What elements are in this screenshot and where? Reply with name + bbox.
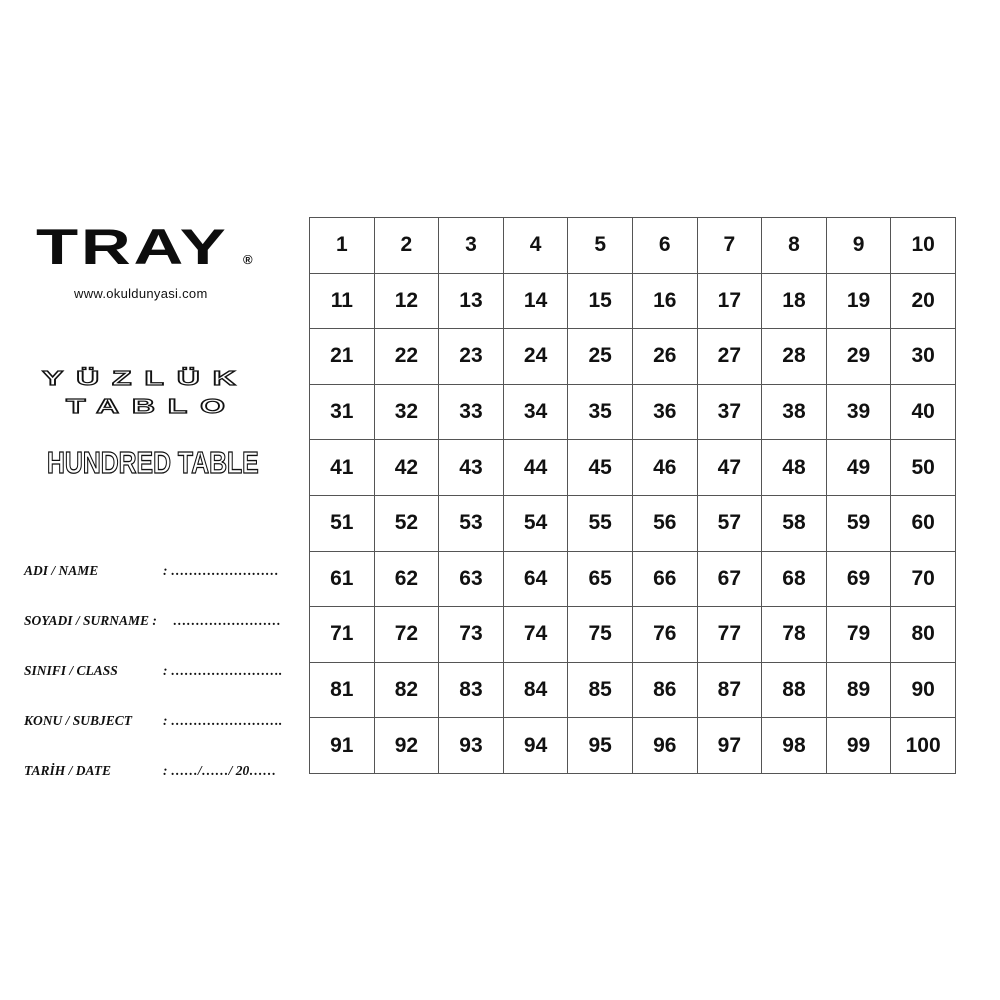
number-cell: 36 bbox=[632, 384, 697, 440]
field-label: SOYADI / SURNAME : bbox=[24, 613, 157, 628]
number-cell: 51 bbox=[310, 495, 375, 551]
registered-mark: ® bbox=[243, 252, 253, 267]
number-cell: 89 bbox=[826, 662, 891, 718]
number-cell: 10 bbox=[891, 218, 956, 274]
table-row bbox=[310, 329, 956, 385]
number-cell: 55 bbox=[568, 495, 633, 551]
number-cell: 48 bbox=[762, 440, 827, 496]
number-cell: 68 bbox=[762, 551, 827, 607]
table-row bbox=[310, 718, 956, 774]
number-cell: 14 bbox=[503, 273, 568, 329]
title-turkish-line2: TABLO bbox=[66, 396, 238, 418]
table-row bbox=[310, 607, 956, 663]
number-cell: 66 bbox=[632, 551, 697, 607]
number-cell: 81 bbox=[310, 662, 375, 718]
table-row bbox=[310, 273, 956, 329]
table-row bbox=[310, 218, 956, 274]
number-cell: 78 bbox=[762, 607, 827, 663]
number-cell: 86 bbox=[632, 662, 697, 718]
field-name bbox=[24, 563, 279, 579]
number-cell: 94 bbox=[503, 718, 568, 774]
number-cell: 32 bbox=[374, 384, 439, 440]
number-cell: 37 bbox=[697, 384, 762, 440]
hundred-table bbox=[309, 217, 956, 774]
number-cell: 65 bbox=[568, 551, 633, 607]
number-cell: 62 bbox=[374, 551, 439, 607]
number-cell: 22 bbox=[374, 329, 439, 385]
number-cell: 54 bbox=[503, 495, 568, 551]
number-cell: 52 bbox=[374, 495, 439, 551]
number-cell: 43 bbox=[439, 440, 504, 496]
number-cell: 91 bbox=[310, 718, 375, 774]
number-cell: 31 bbox=[310, 384, 375, 440]
number-cell: 93 bbox=[439, 718, 504, 774]
field-blank[interactable]: : …………………… bbox=[163, 563, 279, 578]
number-cell: 16 bbox=[632, 273, 697, 329]
number-cell: 58 bbox=[762, 495, 827, 551]
number-cell: 28 bbox=[762, 329, 827, 385]
number-cell: 96 bbox=[632, 718, 697, 774]
number-cell: 100 bbox=[891, 718, 956, 774]
number-cell: 46 bbox=[632, 440, 697, 496]
number-cell: 17 bbox=[697, 273, 762, 329]
number-cell: 90 bbox=[891, 662, 956, 718]
number-cell: 15 bbox=[568, 273, 633, 329]
number-cell: 42 bbox=[374, 440, 439, 496]
brand-logo: TRAY bbox=[36, 219, 229, 275]
field-blank[interactable]: …………………… bbox=[173, 613, 281, 628]
field-surname bbox=[24, 613, 281, 629]
number-cell: 56 bbox=[632, 495, 697, 551]
number-cell: 6 bbox=[632, 218, 697, 274]
number-cell: 19 bbox=[826, 273, 891, 329]
number-cell: 67 bbox=[697, 551, 762, 607]
number-cell: 57 bbox=[697, 495, 762, 551]
website-link: www.okuldunyasi.com bbox=[74, 286, 208, 301]
field-class bbox=[24, 663, 283, 679]
field-blank[interactable]: : ……………………. bbox=[163, 663, 283, 678]
number-cell: 70 bbox=[891, 551, 956, 607]
field-blank[interactable]: : ……/……/ 20…… bbox=[163, 763, 277, 778]
number-cell: 39 bbox=[826, 384, 891, 440]
number-cell: 12 bbox=[374, 273, 439, 329]
field-subject bbox=[24, 713, 283, 729]
number-cell: 13 bbox=[439, 273, 504, 329]
number-cell: 24 bbox=[503, 329, 568, 385]
number-cell: 69 bbox=[826, 551, 891, 607]
number-cell: 44 bbox=[503, 440, 568, 496]
number-cell: 74 bbox=[503, 607, 568, 663]
number-cell: 21 bbox=[310, 329, 375, 385]
number-cell: 97 bbox=[697, 718, 762, 774]
number-cell: 53 bbox=[439, 495, 504, 551]
number-cell: 9 bbox=[826, 218, 891, 274]
number-cell: 5 bbox=[568, 218, 633, 274]
number-cell: 99 bbox=[826, 718, 891, 774]
number-cell: 7 bbox=[697, 218, 762, 274]
field-blank[interactable]: : ……………………. bbox=[163, 713, 283, 728]
number-cell: 23 bbox=[439, 329, 504, 385]
number-cell: 95 bbox=[568, 718, 633, 774]
title-turkish-line1: YÜZLÜK bbox=[42, 368, 249, 390]
number-cell: 27 bbox=[697, 329, 762, 385]
number-cell: 25 bbox=[568, 329, 633, 385]
number-cell: 20 bbox=[891, 273, 956, 329]
number-cell: 87 bbox=[697, 662, 762, 718]
number-cell: 4 bbox=[503, 218, 568, 274]
number-cell: 88 bbox=[762, 662, 827, 718]
number-cell: 11 bbox=[310, 273, 375, 329]
number-cell: 76 bbox=[632, 607, 697, 663]
title-english: HUNDRED TABLE bbox=[47, 445, 259, 480]
field-label: SINIFI / CLASS bbox=[24, 663, 118, 678]
number-cell: 64 bbox=[503, 551, 568, 607]
number-cell: 41 bbox=[310, 440, 375, 496]
number-cell: 18 bbox=[762, 273, 827, 329]
number-cell: 8 bbox=[762, 218, 827, 274]
field-label: KONU / SUBJECT bbox=[24, 713, 133, 728]
number-cell: 2 bbox=[374, 218, 439, 274]
number-cell: 63 bbox=[439, 551, 504, 607]
number-cell: 3 bbox=[439, 218, 504, 274]
number-cell: 38 bbox=[762, 384, 827, 440]
field-label: ADI / NAME bbox=[24, 563, 99, 578]
table-row bbox=[310, 384, 956, 440]
number-cell: 80 bbox=[891, 607, 956, 663]
field-label: TARİH / DATE bbox=[24, 763, 112, 778]
number-cell: 60 bbox=[891, 495, 956, 551]
number-cell: 34 bbox=[503, 384, 568, 440]
number-cell: 72 bbox=[374, 607, 439, 663]
number-cell: 79 bbox=[826, 607, 891, 663]
number-cell: 83 bbox=[439, 662, 504, 718]
number-cell: 85 bbox=[568, 662, 633, 718]
number-cell: 30 bbox=[891, 329, 956, 385]
number-cell: 47 bbox=[697, 440, 762, 496]
number-cell: 71 bbox=[310, 607, 375, 663]
number-cell: 61 bbox=[310, 551, 375, 607]
field-date bbox=[24, 763, 277, 779]
number-cell: 98 bbox=[762, 718, 827, 774]
number-cell: 92 bbox=[374, 718, 439, 774]
number-cell: 73 bbox=[439, 607, 504, 663]
number-cell: 26 bbox=[632, 329, 697, 385]
number-cell: 84 bbox=[503, 662, 568, 718]
number-cell: 59 bbox=[826, 495, 891, 551]
table-row bbox=[310, 495, 956, 551]
number-cell: 82 bbox=[374, 662, 439, 718]
number-cell: 77 bbox=[697, 607, 762, 663]
number-cell: 35 bbox=[568, 384, 633, 440]
number-cell: 49 bbox=[826, 440, 891, 496]
number-cell: 45 bbox=[568, 440, 633, 496]
table-row bbox=[310, 551, 956, 607]
number-cell: 1 bbox=[310, 218, 375, 274]
number-cell: 40 bbox=[891, 384, 956, 440]
table-row bbox=[310, 440, 956, 496]
number-cell: 33 bbox=[439, 384, 504, 440]
number-cell: 50 bbox=[891, 440, 956, 496]
number-cell: 75 bbox=[568, 607, 633, 663]
number-cell: 29 bbox=[826, 329, 891, 385]
table-row bbox=[310, 662, 956, 718]
